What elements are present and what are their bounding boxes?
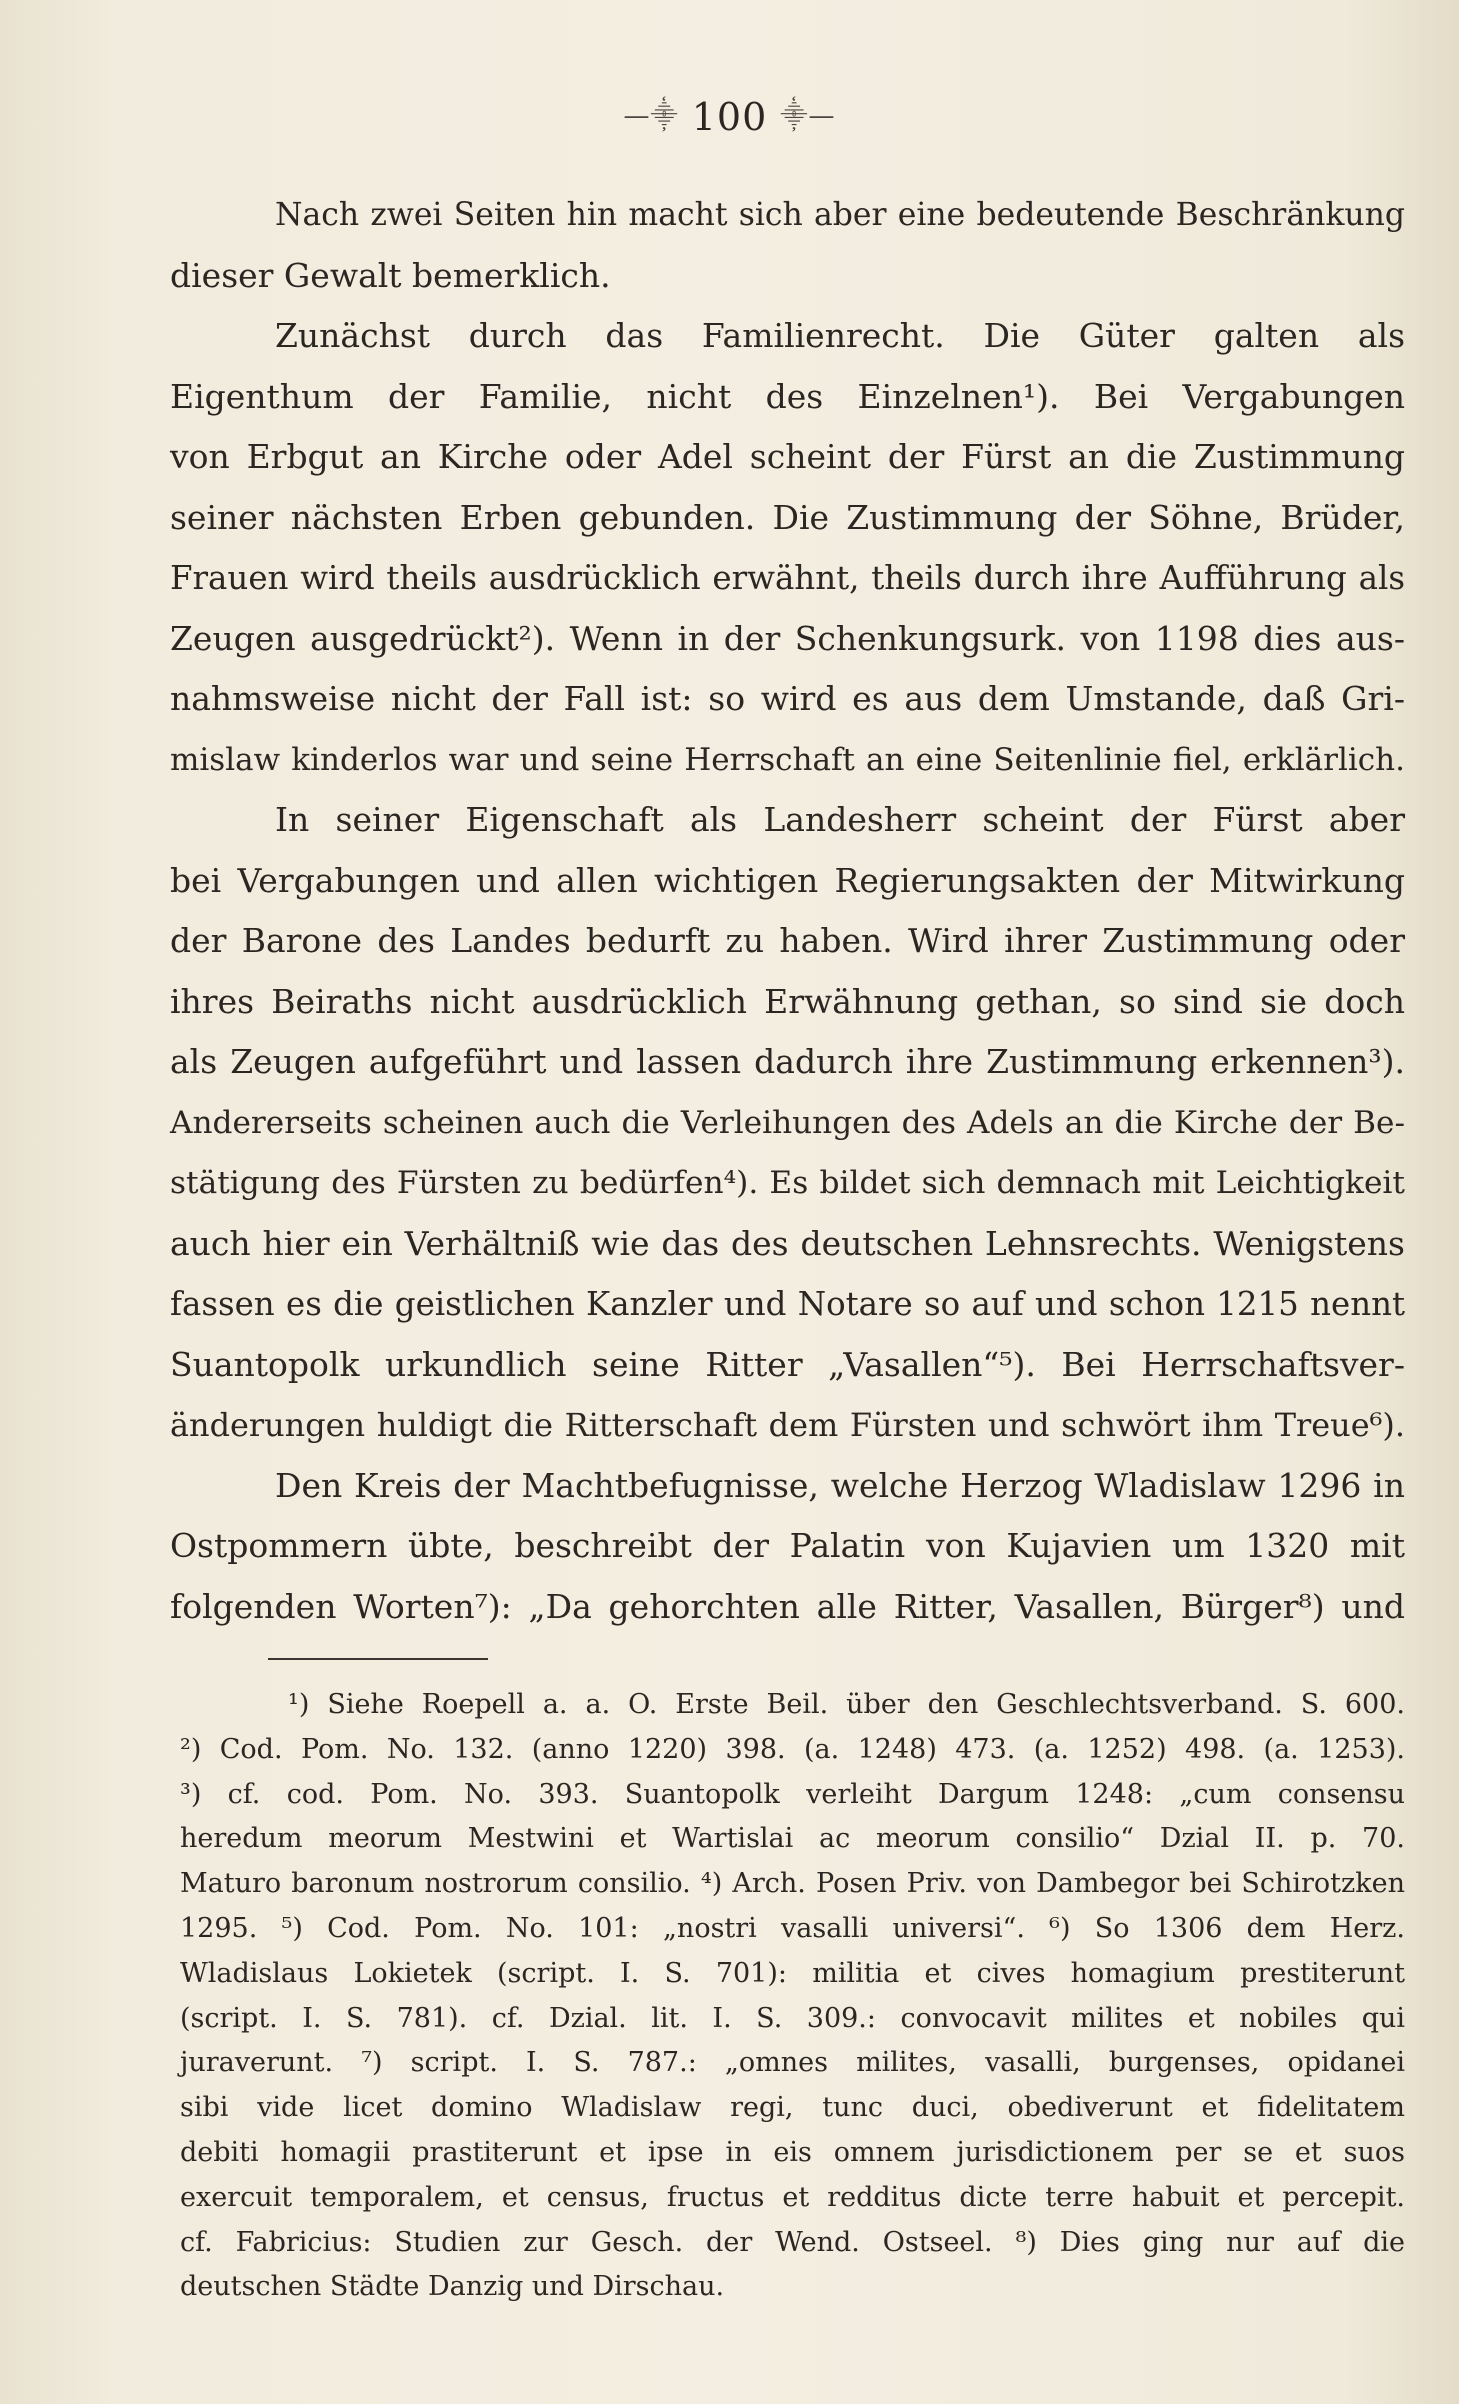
text-line: Den Kreis der Machtbefugnisse, welche Herzog Wladislaw 1296 in: [275, 1465, 1405, 1505]
text-line: dieser Gewalt bemerklich.: [170, 255, 611, 295]
footnote-line: Wladislaus Lokietek (script. I. S. 701): militia et cives homagium prestiterunt: [180, 1957, 1405, 1989]
text-line: als Zeugen aufgeführt und lassen dadurch ihre Zustimmung erkennen³).: [170, 1042, 1405, 1081]
text-line: ihres Beiraths nicht ausdrücklich Erwähnung gethan, so sind sie doch: [170, 981, 1405, 1021]
header-ornament-left: —⸎: [623, 101, 679, 131]
footnote-line: debiti homagii prastiterunt et ipse in eis omnem jurisdictionem per se et suos: [180, 2136, 1405, 2168]
text-line: In seiner Eigenschaft als Landesherr scheint der Fürst aber: [275, 800, 1405, 839]
text-line: Zeugen ausgedrückt²). Wenn in der Schenkungsurk. von 1198 dies aus-: [170, 618, 1405, 658]
text-line: nahmsweise nicht der Fall ist: so wird es aus dem Umstande, daß Gri-: [170, 679, 1405, 718]
header-ornament-right: ⸎—: [780, 101, 836, 131]
footnote-divider: [268, 1658, 488, 1660]
footnote-line: heredum meorum Mestwini et Wartislai ac meorum consilio“ Dzial II. p. 70.: [180, 1823, 1405, 1855]
text-line: stätigung des Fürsten zu bedürfen⁴). Es bildet sich demnach mit Leichtigkeit: [170, 1165, 1405, 1201]
footnote-line: Maturo baronum nostrorum consilio. ⁴) Arch. Posen Priv. von Dambegor bei Schirotzken: [180, 1868, 1405, 1900]
text-line: Eigenthum der Familie, nicht des Einzelnen¹). Bei Vergabungen: [170, 376, 1405, 416]
text-line: änderungen huldigt die Ritterschaft dem Fürsten und schwört ihm Treue⁶).: [170, 1406, 1405, 1444]
text-line: fassen es die geistlichen Kanzler und Notare so auf und schon 1215 nennt: [170, 1285, 1405, 1323]
text-line: von Erbgut an Kirche oder Adel scheint der Fürst an die Zustimmung: [170, 437, 1405, 476]
footnote-line: exercuit temporalem, et census, fructus et redditus dicte terre habuit et percepit.: [180, 2181, 1405, 2213]
text-line: bei Vergabungen und allen wichtigen Regierungsakten der Mitwirkung: [170, 860, 1405, 900]
text-line: Frauen wird theils ausdrücklich erwähnt, theils durch ihre Aufführung als: [170, 559, 1405, 597]
text-line: Zunächst durch das Familienrecht. Die Güter galten als: [275, 316, 1405, 355]
text-line: Andererseits scheinen auch die Verleihungen des Adels an die Kirche der Be-: [170, 1104, 1405, 1141]
text-line: Nach zwei Seiten hin macht sich aber eine bedeutende Beschränkung: [275, 197, 1405, 233]
footnote-line: ¹) Siehe Roepell a. a. O. Erste Beil. über den Geschlechtsverband. S. 600.: [288, 1689, 1405, 1720]
text-line: Suantopolk urkundlich seine Ritter „Vasallen“⁵). Bei Herrschaftsver-: [170, 1344, 1405, 1384]
footnote-line: ³) cf. cod. Pom. No. 393. Suantopolk verleiht Dargum 1248: „cum consensu: [180, 1778, 1405, 1810]
main-text: [170, 185, 1405, 1637]
footnote-line: 1295. ⁵) Cod. Pom. No. 101: „nostri vasalli universi“. ⁶) So 1306 dem Herz.: [180, 1912, 1405, 1944]
footnote-line: cf. Fabricius: Studien zur Gesch. der Wend. Ostseel. ⁸) Dies ging nur auf die: [180, 2226, 1405, 2258]
text-line: Ostpommern übte, beschreibt der Palatin von Kujavien um 1320 mit: [170, 1526, 1405, 1565]
page-number: 100: [691, 95, 768, 139]
footnote-line: deutschen Städte Danzig und Dirschau.: [180, 2271, 725, 2303]
text-line: der Barone des Landes bedurft zu haben. Wird ihrer Zustimmung oder: [170, 921, 1405, 960]
footnote-line: ²) Cod. Pom. No. 132. (anno 1220) 398. (a. 1248) 473. (a. 1252) 498. (a. 1253).: [180, 1733, 1405, 1765]
footnote-line: (script. I. S. 781). cf. Dzial. lit. I. S. 309.: convocavit milites et nobiles qui: [180, 2002, 1405, 2034]
text-line: seiner nächsten Erben gebunden. Die Zustimmung der Söhne, Brüder,: [170, 497, 1405, 537]
footnote-line: juraverunt. ⁷) script. I. S. 787.: „omnes milites, vasalli, burgenses, opidanei: [180, 2047, 1405, 2079]
footnote-line: sibi vide licet domino Wladislaw regi, tunc duci, obediverunt et fidelitatem: [180, 2092, 1405, 2124]
footnotes: [180, 1683, 1405, 2310]
text-line: auch hier ein Verhältniß wie das des deutschen Lehnsrechts. Wenigstens: [170, 1223, 1405, 1263]
page-header: [0, 95, 1459, 139]
text-line: folgenden Worten⁷): „Da gehorchten alle Ritter, Vasallen, Bürger⁸) und: [170, 1586, 1405, 1626]
text-line: mislaw kinderlos war und seine Herrschaft an eine Seitenlinie fiel, erklärlich.: [170, 741, 1405, 778]
